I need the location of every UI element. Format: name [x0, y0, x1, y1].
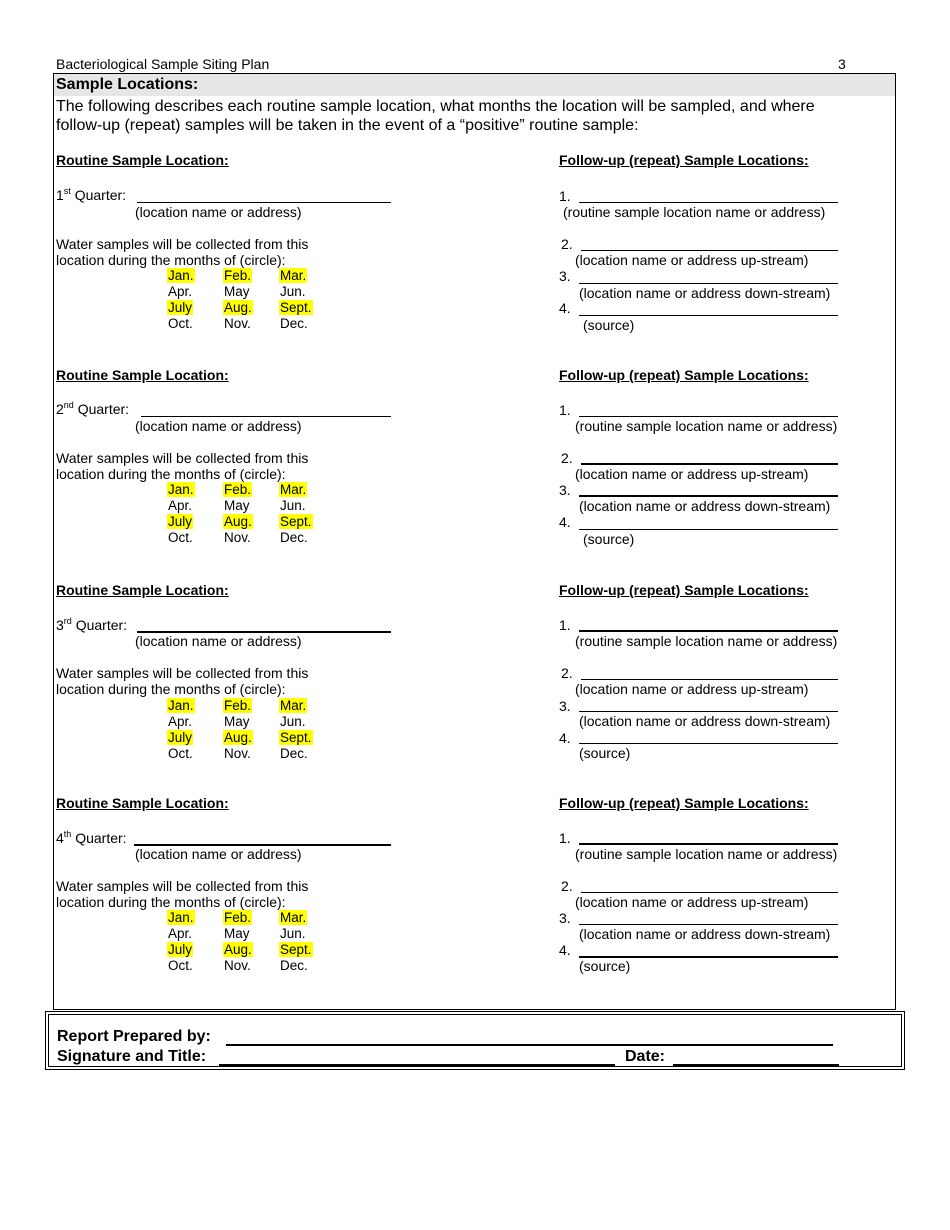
followup-caption-1: (routine sample location name or address): [575, 633, 838, 649]
month-jan[interactable]: Jan.: [168, 268, 194, 283]
month-apr[interactable]: Apr.: [168, 498, 193, 513]
followup-caption-4: (source): [583, 317, 635, 333]
report-prepared-label: Report Prepared by:: [57, 1028, 211, 1045]
signature-title-label: Signature and Title:: [57, 1048, 207, 1065]
followup-num-4: 4.: [559, 730, 571, 746]
quarter-number: 2: [56, 401, 64, 417]
followup-caption-4: (source): [579, 958, 631, 974]
followup-num-2: 2.: [561, 450, 573, 466]
collect-text-2: location during the months of (circle):: [56, 252, 286, 268]
month-mar[interactable]: Mar.: [280, 698, 307, 713]
month-sep[interactable]: Sept.: [280, 730, 312, 745]
collect-text-1: Water samples will be collected from this: [56, 236, 309, 252]
month-jun[interactable]: Jun.: [280, 926, 306, 941]
month-jan[interactable]: Jan.: [168, 910, 194, 925]
section-title: Sample Locations:: [56, 76, 199, 93]
month-may[interactable]: May: [224, 498, 250, 513]
followup-caption-3: (location name or address down-stream): [579, 498, 831, 514]
intro-line-1: The following describes each routine sample location, what months the location will be sampled, and where: [56, 98, 815, 115]
month-jan[interactable]: Jan.: [168, 482, 194, 497]
month-jan[interactable]: Jan.: [168, 698, 194, 713]
followup-caption-1: (routine sample location name or address): [563, 204, 826, 220]
quarter-word: Quarter:: [70, 187, 127, 203]
followup-caption-4: (source): [583, 531, 635, 547]
location-caption: (location name or address): [135, 846, 302, 862]
quarter-label: [56, 830, 127, 846]
followup-num-1: 1.: [559, 617, 571, 633]
month-may[interactable]: May: [224, 714, 250, 729]
followup-num-2: 2.: [561, 665, 573, 681]
quarter-word: Quarter:: [71, 617, 128, 633]
followup-num-2: 2.: [561, 878, 573, 894]
date-label: Date:: [625, 1048, 666, 1065]
followup-caption-4: (source): [579, 745, 631, 761]
month-sep[interactable]: Sept.: [280, 942, 312, 957]
followup-input-1[interactable]: [579, 416, 838, 417]
quarter-suffix: rd: [63, 616, 72, 626]
followup-caption-3: (location name or address down-stream): [579, 713, 831, 729]
followup-input-1[interactable]: [579, 202, 838, 203]
followup-num-3: 3.: [559, 482, 571, 498]
month-sep[interactable]: Sept.: [280, 300, 312, 315]
followup-input-3[interactable]: [579, 711, 838, 712]
quarter-number: 3: [56, 617, 64, 633]
followup-input-4[interactable]: [579, 743, 838, 744]
followup-input-4[interactable]: [579, 315, 838, 316]
month-mar[interactable]: Mar.: [280, 268, 307, 283]
followup-num-3: 3.: [559, 268, 571, 284]
quarter-number: 1: [56, 187, 64, 203]
followup-num-1: 1.: [559, 830, 571, 846]
month-dec[interactable]: Dec.: [280, 746, 308, 761]
quarter-label: [56, 187, 126, 203]
month-may[interactable]: May: [224, 284, 250, 299]
routine-heading: Routine Sample Location:: [56, 795, 229, 811]
month-nov[interactable]: Nov.: [224, 530, 251, 545]
followup-input-2[interactable]: [581, 679, 838, 680]
month-feb[interactable]: Feb.: [224, 268, 252, 283]
month-nov[interactable]: Nov.: [224, 316, 251, 331]
month-apr[interactable]: Apr.: [168, 926, 193, 941]
month-aug[interactable]: Aug.: [224, 300, 252, 315]
month-oct[interactable]: Oct.: [168, 316, 193, 331]
quarter-word: Quarter:: [73, 401, 130, 417]
routine-heading: Routine Sample Location:: [56, 582, 229, 598]
followup-caption-2: (location name or address up-stream): [575, 681, 809, 697]
month-jul[interactable]: July: [168, 514, 193, 529]
location-caption: (location name or address): [135, 633, 302, 649]
quarter-suffix: th: [63, 829, 72, 839]
month-nov[interactable]: Nov.: [224, 958, 251, 973]
quarter-label: [56, 401, 129, 417]
followup-input-3[interactable]: [579, 283, 838, 284]
quarter-suffix: nd: [63, 400, 74, 410]
location-caption: (location name or address): [135, 418, 302, 434]
month-aug[interactable]: Aug.: [224, 514, 252, 529]
followup-num-3: 3.: [559, 698, 571, 714]
collect-text-2: location during the months of (circle):: [56, 681, 286, 697]
month-mar[interactable]: Mar.: [280, 482, 307, 497]
month-oct[interactable]: Oct.: [168, 530, 193, 545]
collect-text-1: Water samples will be collected from this: [56, 878, 309, 894]
collect-text-2: location during the months of (circle):: [56, 466, 286, 482]
collect-text-1: Water samples will be collected from this: [56, 665, 309, 681]
followup-input-2[interactable]: [581, 250, 838, 251]
month-jul[interactable]: July: [168, 942, 193, 957]
followup-caption-1: (routine sample location name or address): [575, 418, 838, 434]
followup-caption-2: (location name or address up-stream): [575, 466, 809, 482]
month-dec[interactable]: Dec.: [280, 316, 308, 331]
followup-heading: Follow-up (repeat) Sample Locations:: [559, 795, 809, 811]
routine-heading: Routine Sample Location:: [56, 152, 229, 168]
date-line[interactable]: [673, 1064, 839, 1066]
followup-caption-2: (location name or address up-stream): [575, 252, 809, 268]
followup-num-1: 1.: [559, 402, 571, 418]
location-input-line[interactable]: [141, 416, 391, 417]
followup-input-1[interactable]: [579, 843, 838, 845]
followup-num-4: 4.: [559, 300, 571, 316]
followup-num-4: 4.: [559, 942, 571, 958]
month-may[interactable]: May: [224, 926, 250, 941]
month-oct[interactable]: Oct.: [168, 958, 193, 973]
month-apr[interactable]: Apr.: [168, 714, 193, 729]
month-feb[interactable]: Feb.: [224, 910, 252, 925]
intro-line-2: follow-up (repeat) samples will be taken in the event of a “positive” routine sample:: [56, 117, 639, 134]
followup-caption-3: (location name or address down-stream): [579, 926, 831, 942]
month-oct[interactable]: Oct.: [168, 746, 193, 761]
location-input-line[interactable]: [137, 202, 391, 203]
month-aug[interactable]: Aug.: [224, 730, 252, 745]
followup-input-4[interactable]: [579, 529, 838, 530]
quarter-number: 4: [56, 830, 64, 846]
followup-heading: Follow-up (repeat) Sample Locations:: [559, 367, 809, 383]
quarter-word: Quarter:: [71, 830, 127, 846]
followup-num-3: 3.: [559, 910, 571, 926]
followup-num-4: 4.: [559, 514, 571, 530]
month-dec[interactable]: Dec.: [280, 958, 308, 973]
report-prepared-line[interactable]: [226, 1044, 833, 1046]
month-jul[interactable]: July: [168, 300, 193, 315]
followup-heading: Follow-up (repeat) Sample Locations:: [559, 582, 809, 598]
section-intro: [56, 97, 815, 135]
followup-input-2[interactable]: [581, 892, 838, 893]
month-aug[interactable]: Aug.: [224, 942, 252, 957]
month-jun[interactable]: Jun.: [280, 714, 306, 729]
followup-input-2[interactable]: [581, 463, 838, 465]
collect-text-2: location during the months of (circle):: [56, 894, 286, 910]
month-jul[interactable]: July: [168, 730, 193, 745]
month-dec[interactable]: Dec.: [280, 530, 308, 545]
followup-num-1: 1.: [559, 188, 571, 204]
collect-text-1: Water samples will be collected from this: [56, 450, 309, 466]
month-feb[interactable]: Feb.: [224, 482, 252, 497]
page-number: 3: [838, 56, 846, 72]
followup-caption-1: (routine sample location name or address): [575, 846, 838, 862]
month-mar[interactable]: Mar.: [280, 910, 307, 925]
location-caption: (location name or address): [135, 204, 302, 220]
signature-title-line[interactable]: [219, 1064, 615, 1066]
followup-caption-3: (location name or address down-stream): [579, 285, 831, 301]
month-feb[interactable]: Feb.: [224, 698, 252, 713]
quarter-suffix: st: [63, 186, 71, 196]
quarter-label: [56, 617, 127, 633]
month-apr[interactable]: Apr.: [168, 284, 193, 299]
followup-input-3[interactable]: [579, 924, 838, 925]
month-sep[interactable]: Sept.: [280, 514, 312, 529]
document-title: Bacteriological Sample Siting Plan: [56, 56, 270, 72]
month-jun[interactable]: Jun.: [280, 284, 306, 299]
routine-heading: Routine Sample Location:: [56, 367, 229, 383]
month-jun[interactable]: Jun.: [280, 498, 306, 513]
followup-heading: Follow-up (repeat) Sample Locations:: [559, 152, 809, 168]
month-nov[interactable]: Nov.: [224, 746, 251, 761]
followup-input-1[interactable]: [579, 630, 838, 632]
followup-input-3[interactable]: [579, 495, 838, 497]
followup-num-2: 2.: [561, 236, 573, 252]
followup-caption-2: (location name or address up-stream): [575, 894, 809, 910]
